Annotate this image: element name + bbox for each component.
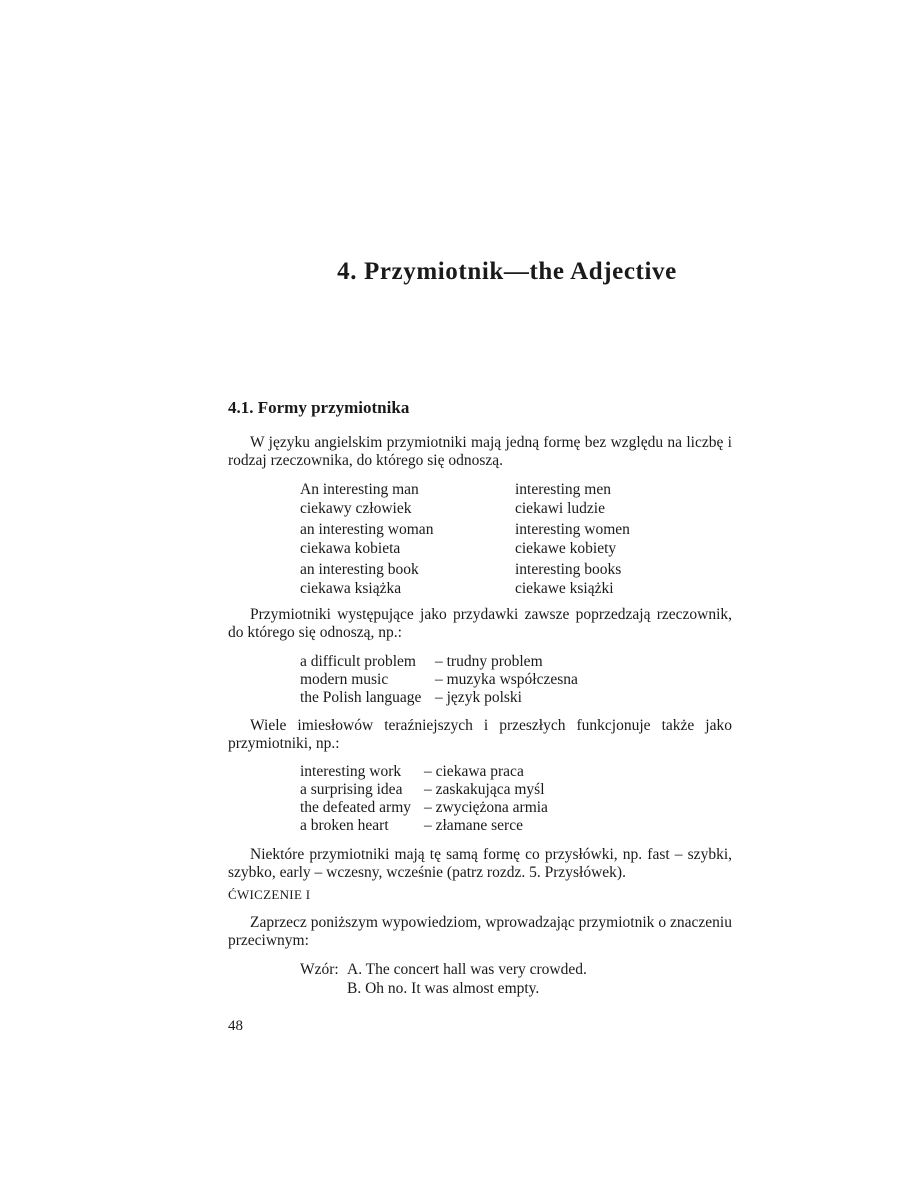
model-sentence-b: B. Oh no. It was almost empty. <box>347 980 540 997</box>
english-phrase: the defeated army <box>300 799 412 816</box>
paragraph-adjective-forms: W języku angielskim przymiotniki mają jedną formę bez względu na liczbę i rodzaj rzeczownika, do którego się odnoszą. <box>228 434 732 469</box>
plural-form: ciekawi ludzie <box>515 500 605 517</box>
table-row <box>300 540 660 561</box>
polish-translation: – język polski <box>435 689 522 706</box>
english-phrase: a difficult problem <box>300 653 416 670</box>
model-line-b <box>300 980 720 998</box>
singular-plural-table <box>300 481 660 599</box>
singular-form: ciekawy człowiek <box>300 500 412 517</box>
exercise-heading: ĆWICZENIE I <box>228 887 311 902</box>
table-row <box>300 500 660 521</box>
chapter-title: 4. Przymiotnik—the Adjective <box>337 258 677 285</box>
singular-form: an interesting woman <box>300 521 434 538</box>
singular-form: ciekawa książka <box>300 580 402 597</box>
list-item <box>300 781 620 799</box>
table-row <box>300 561 660 580</box>
plural-form: ciekawe książki <box>515 580 614 597</box>
english-phrase: the Polish language <box>300 689 422 706</box>
english-phrase: interesting work <box>300 763 402 780</box>
english-phrase: a broken heart <box>300 817 389 834</box>
table-row <box>300 481 660 500</box>
polish-translation: – zaskakująca myśl <box>424 781 545 798</box>
example-list <box>300 653 620 707</box>
polish-translation: – muzyka współczesna <box>435 671 578 688</box>
english-phrase: modern music <box>300 671 389 688</box>
model-sentence-a: A. The concert hall was very crowded. <box>347 961 587 978</box>
model-example <box>300 961 720 998</box>
paragraph-adverb-forms: Niektóre przymiotniki mają tę samą formę co przysłówki, np. fast – szybki, szybko, early – wczesny, wcześnie (patrz rozdz. 5. Przysłówek). <box>228 846 732 881</box>
page-number: 48 <box>228 1018 243 1034</box>
list-item <box>300 689 620 707</box>
section-title: 4.1. Formy przymiotnika <box>228 398 410 417</box>
singular-form: ciekawa kobieta <box>300 540 401 557</box>
model-label: Wzór: <box>300 961 339 978</box>
participle-example-list <box>300 763 620 835</box>
list-item <box>300 671 620 689</box>
plural-form: interesting books <box>515 561 622 578</box>
list-item <box>300 653 620 671</box>
polish-translation: – trudny problem <box>435 653 543 670</box>
plural-form: interesting men <box>515 481 611 498</box>
singular-form: An interesting man <box>300 481 419 498</box>
polish-translation: – złamane serce <box>424 817 523 834</box>
list-item <box>300 817 620 835</box>
model-line-a <box>300 961 720 980</box>
list-item <box>300 763 620 781</box>
paragraph-attributive-position: Przymiotniki występujące jako przydawki zawsze poprzedzają rzeczownik, do którego się odnoszą, np.: <box>228 606 732 641</box>
plural-form: interesting women <box>515 521 630 538</box>
list-item <box>300 799 620 817</box>
polish-translation: – zwyciężona armia <box>424 799 548 816</box>
exercise-instruction: Zaprzecz poniższym wypowiedziom, wprowadzając przymiotnik o znaczeniu przeciwnym: <box>228 914 732 949</box>
plural-form: ciekawe kobiety <box>515 540 617 557</box>
table-row <box>300 580 660 599</box>
polish-translation: – ciekawa praca <box>424 763 524 780</box>
table-row <box>300 521 660 540</box>
english-phrase: a surprising idea <box>300 781 403 798</box>
paragraph-participles: Wiele imiesłowów teraźniejszych i przeszłych funkcjonuje także jako przymiotniki, np.: <box>228 717 732 752</box>
singular-form: an interesting book <box>300 561 419 578</box>
